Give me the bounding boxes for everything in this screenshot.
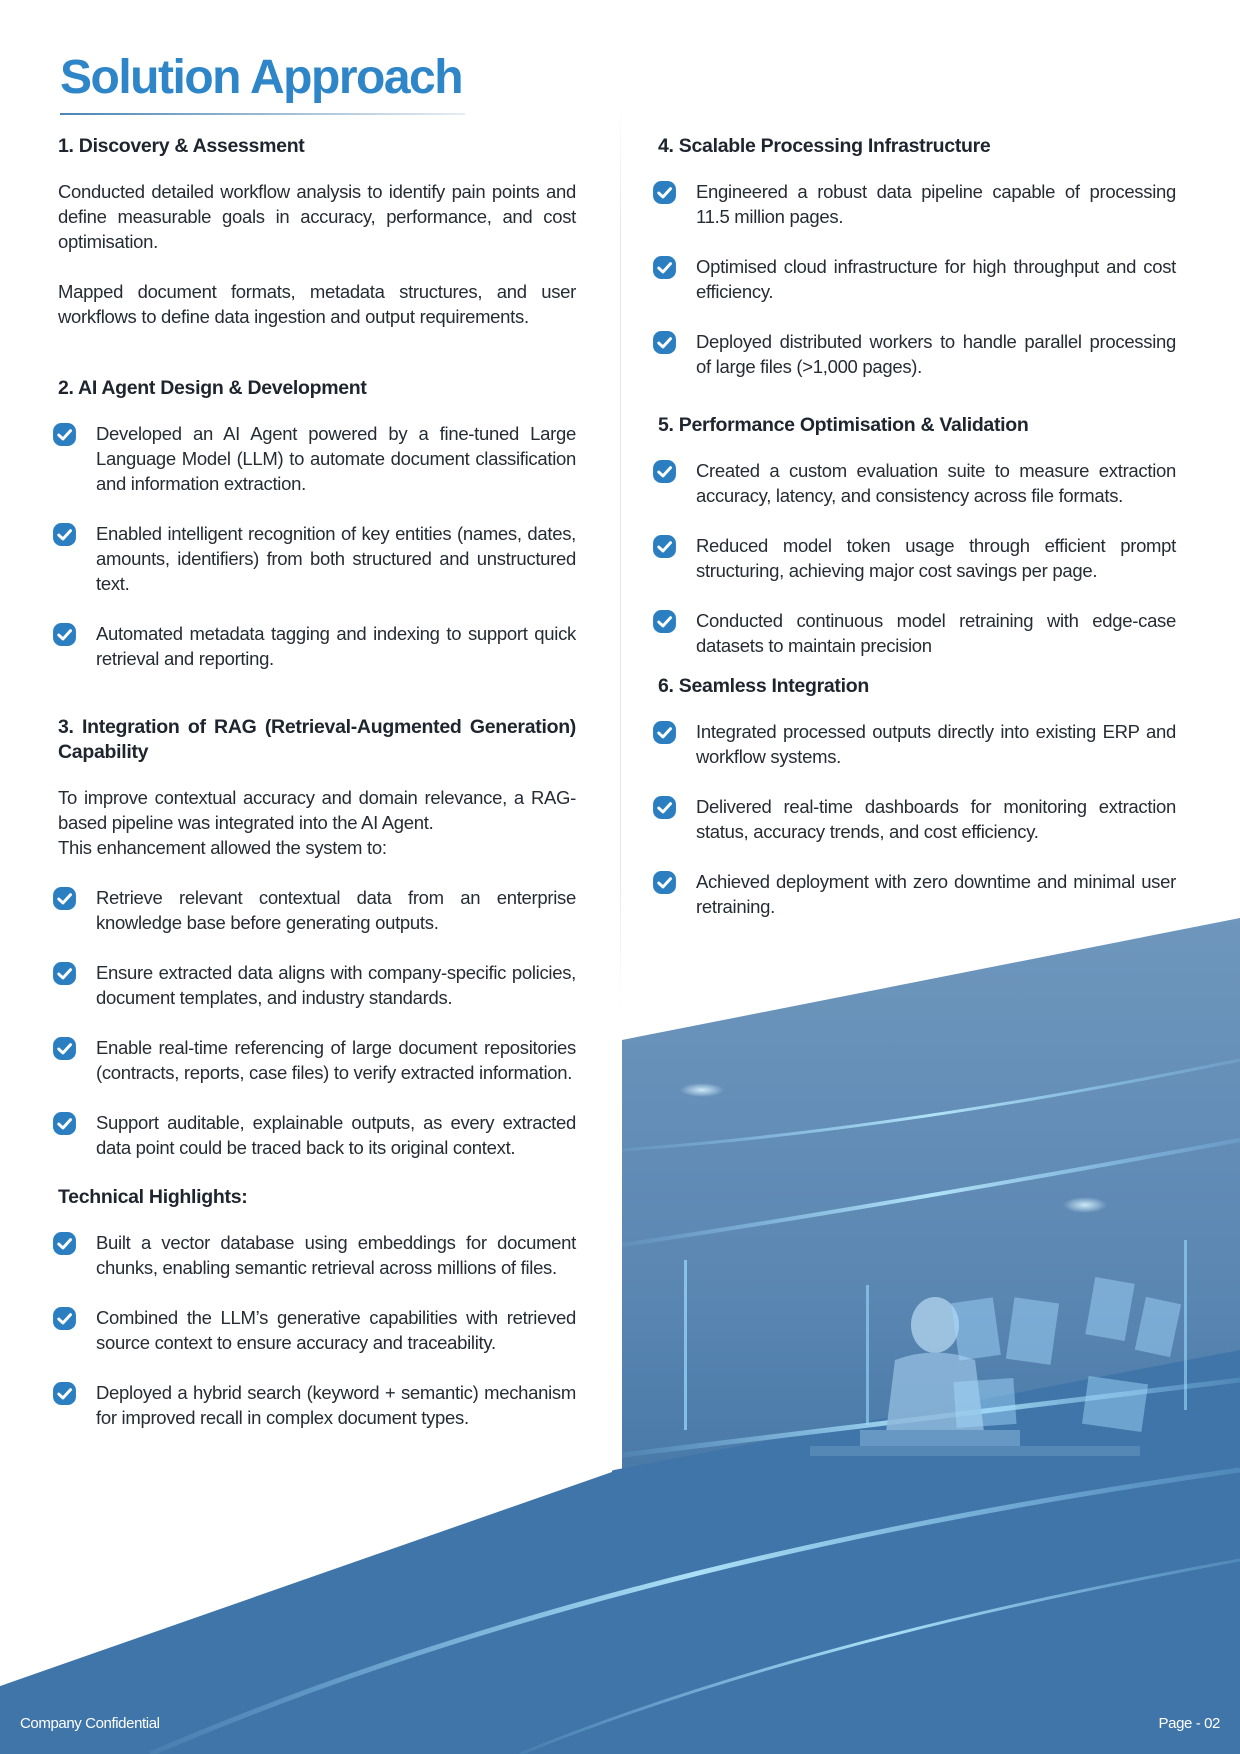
- title-underline: [60, 113, 465, 115]
- section-technical-highlights: [58, 1185, 576, 1430]
- list-item: [658, 179, 1176, 229]
- section-scalable-infrastructure: [658, 134, 1176, 379]
- checkbox-checked-icon: [652, 720, 677, 745]
- column-divider: [620, 98, 621, 1008]
- checkbox-checked-icon: [52, 1111, 77, 1136]
- list-item-text: Developed an AI Agent powered by a fine-tuned Large Language Model (LLM) to automate document classification and information extraction.: [96, 423, 576, 494]
- list-item: [658, 254, 1176, 304]
- list-item: [658, 458, 1176, 508]
- section-performance-optimisation: [658, 413, 1176, 658]
- checkbox-checked-icon: [52, 1306, 77, 1331]
- checkbox-checked-icon: [652, 180, 677, 205]
- paragraph-line: To improve contextual accuracy and domain relevance, a RAG-based pipeline was integrated into the AI Agent.: [58, 787, 576, 833]
- checkbox-checked-icon: [652, 795, 677, 820]
- checkbox-checked-icon: [52, 1231, 77, 1256]
- section-heading: 4. Scalable Processing Infrastructure: [658, 135, 991, 157]
- checkbox-checked-icon: [52, 422, 77, 447]
- list-item: [58, 1110, 576, 1160]
- section-heading: 6. Seamless Integration: [658, 675, 869, 697]
- list-item: [58, 421, 576, 496]
- list-item-text: Optimised cloud infrastructure for high throughput and cost efficiency.: [696, 256, 1176, 302]
- list-item-text: Automated metadata tagging and indexing to support quick retrieval and reporting.: [96, 623, 576, 669]
- list-item-text: Deployed a hybrid search (keyword + semantic) mechanism for improved recall in complex document types.: [96, 1382, 576, 1428]
- page-title: Solution Approach: [60, 51, 463, 104]
- list-item: [658, 869, 1176, 919]
- list-item-text: Engineered a robust data pipeline capable of processing 11.5 million pages.: [696, 181, 1176, 227]
- left-column: [58, 134, 576, 1455]
- checkbox-checked-icon: [652, 609, 677, 634]
- section-seamless-integration: [658, 674, 1176, 919]
- section-heading: 1. Discovery & Assessment: [58, 135, 305, 157]
- list-item-text: Combined the LLM’s generative capabilities with retrieved source context to ensure accuracy and traceability.: [96, 1307, 576, 1353]
- checklist: [658, 458, 1176, 658]
- list-item: [58, 960, 576, 1010]
- list-item-text: Created a custom evaluation suite to measure extraction accuracy, latency, and consistency across file formats.: [696, 460, 1176, 506]
- section-ai-agent: [58, 376, 576, 671]
- checklist: [658, 719, 1176, 919]
- list-item: [58, 1380, 576, 1430]
- list-item: [58, 1230, 576, 1280]
- checkbox-checked-icon: [52, 1036, 77, 1061]
- checklist: [658, 179, 1176, 379]
- paragraph: Conducted detailed workflow analysis to identify pain points and define measurable goals in accuracy, performance, and cost optimisation.: [58, 181, 576, 252]
- checkbox-checked-icon: [652, 330, 677, 355]
- list-item: [58, 621, 576, 671]
- list-item: [58, 1035, 576, 1085]
- checklist: [58, 421, 576, 671]
- section-discovery: [58, 134, 576, 329]
- section-heading: Technical Highlights:: [58, 1186, 248, 1208]
- footer-confidential-label: Company Confidential: [20, 1715, 160, 1732]
- list-item-text: Deployed distributed workers to handle parallel processing of large files (>1,000 pages).: [696, 331, 1176, 377]
- list-item-text: Support auditable, explainable outputs, as every extracted data point could be traced back to its original context.: [96, 1112, 576, 1158]
- list-item: [658, 794, 1176, 844]
- paragraph: Mapped document formats, metadata structures, and user workflows to define data ingestion and output requirements.: [58, 281, 576, 327]
- list-item-text: Reduced model token usage through efficient prompt structuring, achieving major cost savings per page.: [696, 535, 1176, 581]
- checklist: [58, 1230, 576, 1430]
- checkbox-checked-icon: [652, 534, 677, 559]
- list-item-text: Enable real-time referencing of large document repositories (contracts, reports, case files) to verify extracted information.: [96, 1037, 576, 1083]
- checklist: [58, 885, 576, 1160]
- checkbox-checked-icon: [52, 522, 77, 547]
- section-heading: 5. Performance Optimisation & Validation: [658, 414, 1029, 436]
- list-item: [658, 533, 1176, 583]
- list-item: [658, 329, 1176, 379]
- list-item-text: Achieved deployment with zero downtime and minimal user retraining.: [696, 871, 1176, 917]
- list-item-text: Retrieve relevant contextual data from an enterprise knowledge base before generating outputs.: [96, 887, 576, 933]
- section-heading: 2. AI Agent Design & Development: [58, 377, 367, 399]
- list-item-text: Enabled intelligent recognition of key entities (names, dates, amounts, identifiers) from both structured and unstructured text.: [96, 523, 576, 594]
- list-item-text: Ensure extracted data aligns with company-specific policies, document templates, and industry standards.: [96, 962, 576, 1008]
- paragraph: [58, 785, 576, 860]
- list-item: [58, 885, 576, 935]
- list-item-text: Integrated processed outputs directly into existing ERP and workflow systems.: [696, 721, 1176, 767]
- list-item: [58, 521, 576, 596]
- list-item-text: Built a vector database using embeddings for document chunks, enabling semantic retrieval across millions of files.: [96, 1232, 576, 1278]
- checkbox-checked-icon: [52, 622, 77, 647]
- checkbox-checked-icon: [652, 870, 677, 895]
- list-item: [58, 1305, 576, 1355]
- footer-page-number: Page - 02: [1158, 1715, 1220, 1732]
- list-item: [658, 608, 1176, 658]
- list-item-text: Conducted continuous model retraining with edge-case datasets to maintain precision: [696, 610, 1176, 656]
- checkbox-checked-icon: [52, 1381, 77, 1406]
- section-rag: [58, 715, 576, 1160]
- checkbox-checked-icon: [652, 459, 677, 484]
- paragraph-line: This enhancement allowed the system to:: [58, 837, 387, 858]
- right-column: [658, 134, 1176, 944]
- list-item-text: Delivered real-time dashboards for monitoring extraction status, accuracy trends, and cost efficiency.: [696, 796, 1176, 842]
- checkbox-checked-icon: [652, 255, 677, 280]
- checkbox-checked-icon: [52, 961, 77, 986]
- list-item: [658, 719, 1176, 769]
- section-heading: 3. Integration of RAG (Retrieval-Augmented Generation) Capability: [58, 716, 576, 763]
- checkbox-checked-icon: [52, 886, 77, 911]
